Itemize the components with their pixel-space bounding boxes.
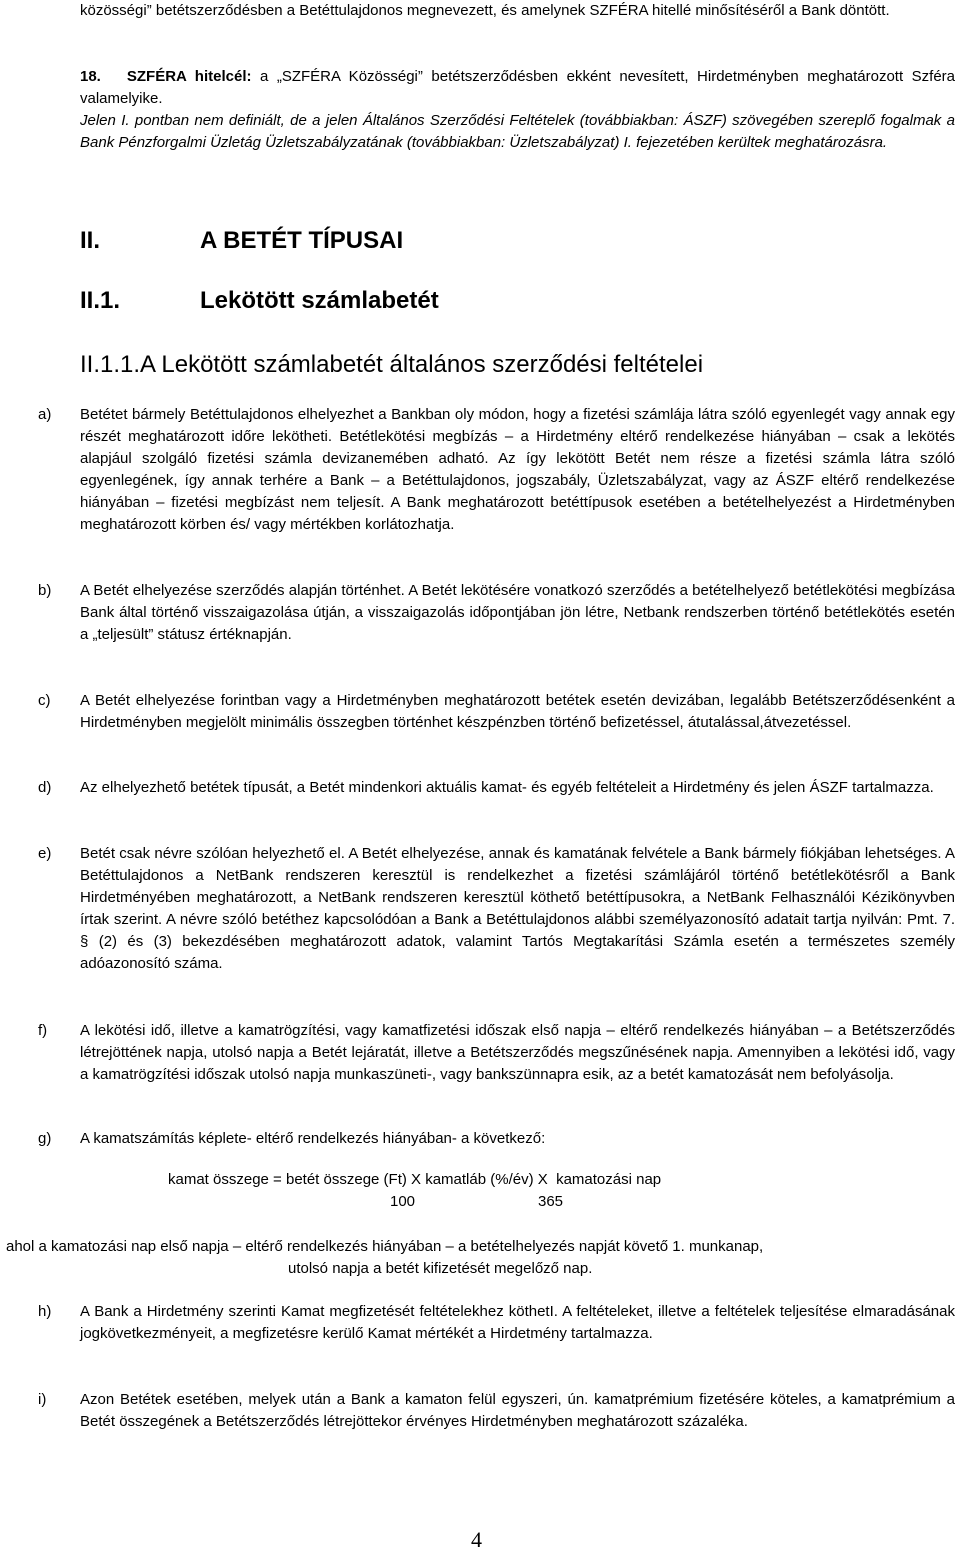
heading-section-ii-1-1: II.1.1.A Lekötött számlabetét általános szerződési feltételei — [80, 351, 704, 378]
list-item-f-label: f) — [38, 1022, 48, 1039]
definition-number: 18. — [80, 68, 101, 85]
list-item-b-label: b) — [38, 582, 52, 599]
definition-18 — [80, 66, 955, 110]
list-item-h-text: A Bank a Hirdetmény szerinti Kamat megfizetését feltételekhez köthetI. A feltételeket, illetve a feltételek teljesítése elmaradásának jogkövetkezményeit, a megfizetésre kerülő Kamat mértékét a Hirdetmény tartalmazza. — [80, 1303, 955, 1342]
heading-section-ii — [80, 226, 403, 256]
list-item-i-text: Azon Betétek esetében, melyek után a Bank a kamaton felül egyszeri, ún. kamatprémium fizetésére köteles, a kamatprémium a Betét összegének a Betétszerződés létrejöttekor érvényes Hirdetményben meghatározott százaléka. — [80, 1391, 955, 1430]
definition-text: a „SZFÉRA Közösségi” betétszerződésben ekként nevesített, Hirdetményben meghatározott Szféra valamelyike. — [80, 68, 955, 107]
definition-term: SZFÉRA hitelcél: — [126, 68, 252, 85]
list-item-c-text: A Betét elhelyezése forintban vagy a Hirdetményben meghatározott betétek esetén devizában, legalább Betétszerződésenként a Hirdetményben megjelölt minimális összegben történhet készpénzben történő befizetéssel, átutalással,átvezetéssel. — [80, 692, 955, 731]
heading-section-ii-1 — [80, 286, 439, 316]
list-item-e-text: Betét csak névre szólóan helyezhető el. A Betét elhelyezése, annak és kamatának felvétele a Bank bármely fiókjában lehetséges. A Betéttulajdonos a NetBank rendszeren keresztül is rendelkezhet a fizetési számlájáról történő betétlekötésről a Bank Hirdetményében meghatározott, a NetBank rendszeren keresztül köthető betéttípusokra, a NetBank Felhasználói Kézikönyvben írtak szerint. A névre szóló betéthez kapcsolódóan a Bank a Betéttulajdonos alábbi személyazonosító adatait tartja nyilván: Pmt. 7. § (2) és (3) bekezdésében meghatározott adatok, valamint Tartós Megtakarítási Számla esetén a természetes személy adóazonosító száma. — [80, 845, 955, 972]
interest-formula: kamat összege = betét összege (Ft) X kamatláb (%/év) X kamatozási nap — [168, 1171, 662, 1188]
intro-continuation: közösségi” betétszerződésben a Betéttulajdonos megnevezett, és amelynek SZFÉRA hitellé minősítéséről a Bank döntött. — [80, 2, 890, 19]
list-item-a-label: a) — [38, 406, 52, 423]
list-item-b-text: A Betét elhelyezése szerződés alapján történhet. A Betét lekötésére vonatkozó szerződés a betételhelyező betétlekötési megbízása Bank által történő visszaigazolása útján, a visszaigazolás időpontjában jön létre, Netbank rendszerben történő betétlekötés esetén a „teljesült” státusz értéknapján. — [80, 582, 955, 643]
formula-denominator-365: 365 — [538, 1193, 564, 1210]
heading-number: II. — [80, 227, 101, 254]
formula-denominator-100: 100 — [390, 1193, 416, 1210]
scope-note-lead: Jelen I. — [80, 112, 130, 129]
list-item-i-label: i) — [38, 1391, 47, 1408]
scope-note — [80, 110, 955, 154]
list-item-f-text: A lekötési idő, illetve a kamatrögzítési, vagy kamatfizetési időszak első napja – eltérő rendelkezés hiányában – a Betétszerződés létrejöttének napja, utolsó napja a Betét lejáratát, illetve a Betétszerződés megszűnésének napja. Amennyiben a lekötési idő, vagy a kamatrögzítési időszak utolsó napja munkaszüneti-, vagy bankszünnapra esik, az a betét kamatozását nem befolyásolja. — [80, 1022, 955, 1083]
list-item-h-label: h) — [38, 1303, 52, 1320]
heading-title: Lekötött számlabetét — [200, 287, 439, 314]
list-item-a-text: Betétet bármely Betéttulajdonos elhelyezhet a Bankban oly módon, hogy a fizetési számlája látra szóló egyenlegét vagy annak egy részét meghatározott időre lekötheti. Betétlekötési megbízás – a Hirdetmény eltérő rendelkezése hiányában – csak a lekötés alapjául szolgáló fizetési számla devizanemében adható. Az így lekötött Betét nem része a fizetési számla látra szóló egyenlegének, így annak terhére a Bank – a Betéttulajdonos, jogszabály, Üzletszabályzat, vagy az ÁSZF eltérő rendelkezése hiányában – fizetési megbízást nem teljesít. A Bank meghatározott betéttípusok esetében a betételhelyezést a Hirdetményben meghatározott körben és/ vagy mértékben korlátozhatja. — [80, 406, 955, 533]
formula-explanation-line-1: ahol a kamatozási nap első napja – eltérő rendelkezés hiányában – a betételhelyezés napját követő 1. munkanap, — [6, 1238, 764, 1255]
heading-title: A BETÉT TÍPUSAI — [200, 227, 404, 254]
list-item-d-text: Az elhelyezhető betétek típusát, a Betét mindenkori aktuális kamat- és egyéb feltételeit a Hirdetmény és jelen ÁSZF tartalmazza. — [80, 779, 934, 796]
scope-note-text: pontban nem definiált, de a jelen Általános Szerződési Feltételek (továbbiakban: ÁSZF) szövegében szereplő fogalmak a Bank Pénzforgalmi Üzletág Üzletszabályzatának (továbbiakban: Üzletszabályzat) I. fejezetében kerültek meghatározásra. — [80, 112, 955, 151]
page-number: 4 — [471, 1527, 482, 1552]
heading-number: II.1. — [80, 287, 121, 314]
list-item-d-label: d) — [38, 779, 52, 796]
list-item-c-label: c) — [38, 692, 51, 709]
list-item-e-label: e) — [38, 845, 52, 862]
list-item-g-label: g) — [38, 1130, 52, 1147]
formula-explanation-line-2: utolsó napja a betét kifizetését megelőző nap. — [288, 1260, 593, 1277]
list-item-g-text: A kamatszámítás képlete- eltérő rendelkezés hiányában- a következő: — [80, 1130, 546, 1147]
